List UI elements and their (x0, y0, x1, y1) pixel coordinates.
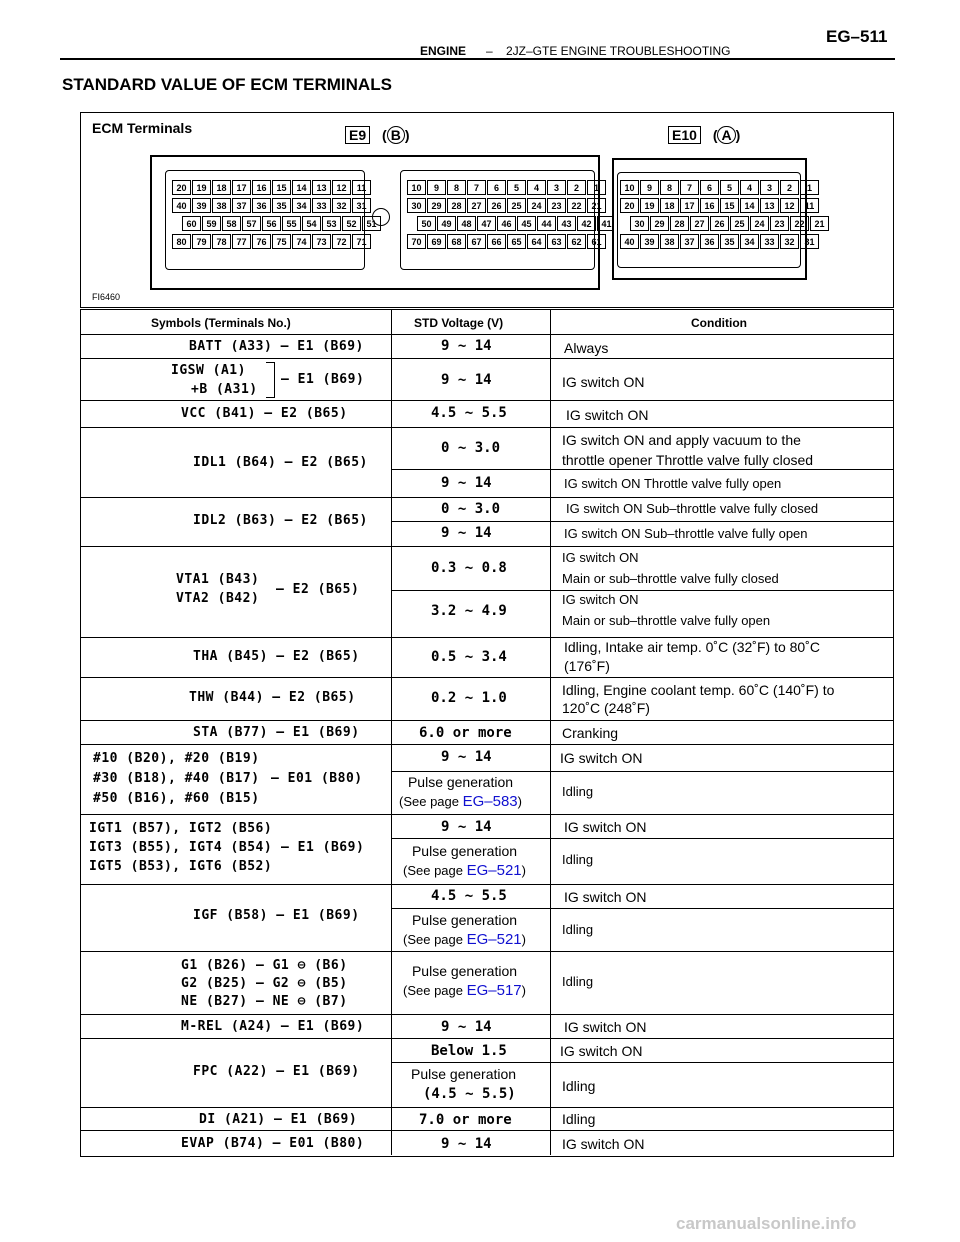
row-rule (81, 400, 893, 401)
terminal-pin: 23 (770, 216, 789, 231)
voltage-idl2-open: 9 ~ 14 (441, 525, 492, 541)
header-subtitle: 2JZ–GTE ENGINE TROUBLESHOOTING (506, 44, 731, 58)
terminal-pin: 7 (680, 180, 699, 195)
terminal-pin: 31 (352, 198, 371, 213)
terminal-pin: 19 (640, 198, 659, 213)
terminal-pin: 32 (780, 234, 799, 249)
pulse-label: Pulse generation (407, 774, 514, 790)
terminal-pin: 3 (547, 180, 566, 195)
condition-idl1-vac-2: throttle opener Throttle valve fully closed (562, 452, 814, 468)
terminal-pin: 2 (780, 180, 799, 195)
symbol-igsw-e1: – E1 (B69) (281, 372, 365, 387)
connector-b-label: E9 ( B ) (345, 127, 409, 143)
terminal-pin: 13 (760, 198, 779, 213)
terminal-pin: 8 (447, 180, 466, 195)
terminal-pin: 34 (740, 234, 759, 249)
terminal-pin: 80 (172, 234, 191, 249)
terminal-pin: 33 (760, 234, 779, 249)
condition-thw-1: Idling, Engine coolant temp. 60˚C (140˚F) to (562, 682, 835, 698)
terminal-pin: 43 (557, 216, 576, 231)
terminal-pin: 28 (670, 216, 689, 231)
pin-row (407, 180, 607, 195)
see-page-text: (See page (399, 794, 463, 809)
symbol-vta1: VTA1 (B43) (176, 572, 260, 587)
terminal-pin: 13 (312, 180, 331, 195)
terminal-pin: 12 (780, 198, 799, 213)
col-divider-2 (550, 310, 551, 1155)
voltage-fpc-idle: (4.5 ~ 5.5) (423, 1086, 516, 1102)
condition-di: Idling (562, 1111, 596, 1127)
condition-igt-idle: Idling (562, 852, 594, 867)
pin-row (407, 234, 607, 249)
symbol-igt-3: IGT5 (B53), IGT6 (B52) (89, 859, 273, 874)
symbol-di: DI (A21) – E1 (B69) (199, 1112, 358, 1127)
link-eg-583[interactable]: EG–583 (462, 793, 518, 810)
terminal-pin: 26 (710, 216, 729, 231)
voltage-vta-open: 3.2 ~ 4.9 (431, 603, 507, 619)
condition-thw-2: 120˚C (248˚F) (562, 700, 650, 716)
symbol-igt-1: IGT1 (B57), IGT2 (B56) (89, 821, 273, 836)
link-eg-521-igt[interactable]: EG–521 (466, 862, 522, 879)
voltage-idl2-closed: 0 ~ 3.0 (441, 501, 501, 517)
terminal-pin: 12 (332, 180, 351, 195)
symbol-plusb: +B (A31) (191, 382, 258, 397)
terminal-pin: 39 (192, 198, 211, 213)
voltage-idl1-open: 9 ~ 14 (441, 475, 492, 491)
row-rule (81, 720, 893, 721)
terminal-pin: 58 (222, 216, 241, 231)
terminal-pin: 73 (312, 234, 331, 249)
voltage-di: 7.0 or more (419, 1112, 512, 1128)
terminal-pin: 71 (352, 234, 371, 249)
terminal-pin: 79 (192, 234, 211, 249)
condition-sta: Cranking (562, 725, 619, 741)
terminal-pin: 18 (212, 180, 231, 195)
terminal-pin: 39 (640, 234, 659, 249)
pulse-fpc (411, 1064, 516, 1084)
terminal-pin: 35 (720, 234, 739, 249)
pulse-label: Pulse generation (411, 843, 518, 859)
terminal-pin: 11 (800, 198, 819, 213)
see-page-text: (See page (403, 983, 467, 998)
row-rule (81, 497, 893, 498)
condition-fpc-idle: Idling (562, 1078, 596, 1094)
pulse-injector (399, 772, 522, 812)
pin-row (172, 198, 372, 213)
terminal-pin: 18 (660, 198, 679, 213)
see-page-close: ) (521, 983, 526, 998)
condition-injector-on: IG switch ON (560, 750, 643, 766)
watermark: carmanualsonline.info (676, 1214, 857, 1233)
header-rule (60, 58, 895, 60)
terminal-pin: 44 (537, 216, 556, 231)
terminal-pin: 30 (407, 198, 426, 213)
terminal-pin: 70 (407, 234, 426, 249)
terminal-pin: 63 (547, 234, 566, 249)
page-number: EG–511 (826, 27, 888, 46)
symbol-igt-2: IGT3 (B55), IGT4 (B54) (89, 840, 273, 855)
figure-caption: ECM Terminals (92, 120, 193, 136)
row-rule (391, 1062, 893, 1063)
terminal-pin: 15 (720, 198, 739, 213)
terminal-pin: 52 (342, 216, 361, 231)
terminal-pin: 16 (252, 180, 271, 195)
terminal-pin: 20 (172, 180, 191, 195)
terminal-pin: 15 (272, 180, 291, 195)
terminal-pin: 77 (232, 234, 251, 249)
voltage-vta-closed: 0.3 ~ 0.8 (431, 560, 507, 576)
terminal-pin: 27 (690, 216, 709, 231)
row-rule (81, 814, 893, 815)
terminal-pin: 56 (262, 216, 281, 231)
header-section: ENGINE (420, 44, 467, 58)
terminal-pin: 46 (497, 216, 516, 231)
terminal-pin: 37 (680, 234, 699, 249)
pin-row (172, 216, 382, 231)
condition-idl1-open: IG switch ON Throttle valve fully open (564, 476, 782, 491)
pulse-label: Pulse generation (411, 963, 518, 979)
terminal-pin: 16 (700, 198, 719, 213)
terminal-pin: 21 (810, 216, 829, 231)
symbol-idl2: IDL2 (B63) – E2 (B65) (193, 513, 368, 528)
terminal-pin: 59 (202, 216, 221, 231)
symbol-igf: IGF (B58) – E1 (B69) (193, 908, 360, 923)
terminal-pin: 9 (640, 180, 659, 195)
terminal-pin: 26 (487, 198, 506, 213)
see-page-close: ) (521, 932, 526, 947)
terminal-pin: 33 (312, 198, 331, 213)
pin-row (620, 198, 820, 213)
connector-b-letter: B (387, 126, 405, 144)
row-rule (81, 427, 893, 428)
symbol-g1: G1 (B26) – G1 ⊖ (B6) (181, 958, 348, 973)
terminal-pin: 14 (292, 180, 311, 195)
terminal-pin: 28 (447, 198, 466, 213)
condition-tha-1: Idling, Intake air temp. 0˚C (32˚F) to 80˚C (564, 639, 820, 655)
terminal-pin: 66 (487, 234, 506, 249)
symbol-igt-e1: – E1 (B69) (281, 840, 365, 855)
row-rule (81, 546, 893, 547)
terminal-pin: 19 (192, 180, 211, 195)
terminal-pin: 4 (740, 180, 759, 195)
page-title: STANDARD VALUE OF ECM TERMINALS (62, 75, 392, 94)
row-rule (81, 1038, 893, 1039)
voltage-injector: 9 ~ 14 (441, 749, 492, 765)
terminal-pin: 23 (547, 198, 566, 213)
terminal-pin: 49 (437, 216, 456, 231)
symbol-injector-1: #10 (B20), #20 (B19) (93, 751, 260, 766)
condition-evap: IG switch ON (562, 1136, 645, 1152)
terminal-pin: 35 (272, 198, 291, 213)
terminal-pin: 51 (362, 216, 381, 231)
row-rule (81, 744, 893, 745)
condition-idl2-closed: IG switch ON Sub–throttle valve fully closed (566, 501, 819, 516)
terminal-pin: 24 (527, 198, 546, 213)
link-eg-517[interactable]: EG–517 (466, 982, 522, 999)
terminal-pin: 37 (232, 198, 251, 213)
symbol-g2: G2 (B25) – G2 ⊖ (B5) (181, 976, 348, 991)
pin-row (620, 234, 820, 249)
pulse-label: Pulse generation (411, 912, 518, 928)
voltage-igf: 4.5 ~ 5.5 (431, 888, 507, 904)
ecm-terminal-table (80, 309, 894, 1157)
voltage-igsw: 9 ~ 14 (441, 372, 492, 388)
pin-row (620, 180, 820, 195)
terminal-pin: 10 (620, 180, 639, 195)
condition-vta-open-1: IG switch ON (562, 592, 639, 607)
condition-mrel: IG switch ON (564, 1019, 647, 1035)
connector-a-code: E10 (668, 126, 701, 144)
pulse-label: Pulse generation (411, 1066, 517, 1082)
terminal-pin: 74 (292, 234, 311, 249)
see-page-close: ) (521, 863, 526, 878)
row-rule (81, 358, 893, 359)
terminal-pin: 64 (527, 234, 546, 249)
symbol-igsw: IGSW (A1) (171, 363, 246, 378)
pin-row (407, 216, 617, 231)
symbol-vta-e2: – E2 (B65) (276, 582, 360, 597)
voltage-vcc: 4.5 ~ 5.5 (431, 405, 507, 421)
terminal-pin: 3 (760, 180, 779, 195)
voltage-igt: 9 ~ 14 (441, 819, 492, 835)
row-rule (81, 334, 893, 335)
row-rule (81, 1107, 893, 1108)
connector-a-letter: A (717, 126, 735, 144)
terminal-pin: 31 (800, 234, 819, 249)
see-page-text: (See page (403, 932, 467, 947)
terminal-pin: 55 (282, 216, 301, 231)
pulse-igt (403, 841, 526, 881)
terminal-pin: 36 (700, 234, 719, 249)
bracket-icon (266, 362, 275, 398)
row-rule (81, 951, 893, 952)
condition-idl1-vac-1: IG switch ON and apply vacuum to the (562, 432, 801, 448)
row-rule (391, 908, 893, 909)
terminal-pin: 30 (630, 216, 649, 231)
row-rule (81, 677, 893, 678)
condition-igsw: IG switch ON (562, 374, 645, 390)
symbol-sta: STA (B77) – E1 (B69) (193, 725, 360, 740)
terminal-pin: 78 (212, 234, 231, 249)
pin-row (172, 234, 372, 249)
terminal-pin: 25 (507, 198, 526, 213)
figure-code: FI6460 (92, 292, 121, 302)
pulse-igf (403, 910, 526, 950)
terminal-pin: 61 (587, 234, 606, 249)
terminal-pin: 1 (587, 180, 606, 195)
symbol-idl1: IDL1 (B64) – E2 (B65) (193, 455, 368, 470)
condition-tha-2: (176˚F) (564, 658, 610, 674)
terminal-pin: 22 (790, 216, 809, 231)
terminal-pin: 69 (427, 234, 446, 249)
pin-row (620, 216, 830, 231)
row-rule (391, 838, 893, 839)
terminal-pin: 6 (487, 180, 506, 195)
symbol-fpc: FPC (A22) – E1 (B69) (193, 1064, 360, 1079)
voltage-idl1-closed: 0 ~ 3.0 (441, 440, 501, 456)
condition-igt-on: IG switch ON (564, 819, 647, 835)
terminal-pin: 9 (427, 180, 446, 195)
terminal-pin: 21 (587, 198, 606, 213)
terminal-pin: 14 (740, 198, 759, 213)
terminal-pin: 45 (517, 216, 536, 231)
symbol-injector-2: #30 (B18), #40 (B17) (93, 771, 260, 786)
condition-igf-on: IG switch ON (564, 889, 647, 905)
symbol-vta2: VTA2 (B42) (176, 591, 260, 606)
voltage-batt: 9 ~ 14 (441, 338, 492, 354)
condition-vta-closed-1: IG switch ON (562, 550, 639, 565)
condition-vta-open-2: Main or sub–throttle valve fully open (562, 613, 771, 628)
terminal-pin: 20 (620, 198, 639, 213)
voltage-evap: 9 ~ 14 (441, 1136, 492, 1152)
terminal-pin: 1 (800, 180, 819, 195)
terminal-pin (172, 216, 181, 231)
terminal-pin: 10 (407, 180, 426, 195)
terminal-pin: 76 (252, 234, 271, 249)
terminal-pin: 7 (467, 180, 486, 195)
symbol-vcc: VCC (B41) – E2 (B65) (181, 406, 348, 421)
row-rule (81, 1014, 893, 1015)
terminal-pin: 50 (417, 216, 436, 231)
connector-a-label: E10 ( A ) (668, 127, 740, 143)
terminal-pin: 42 (577, 216, 596, 231)
voltage-fpc-on: Below 1.5 (431, 1043, 507, 1059)
terminal-pin: 72 (332, 234, 351, 249)
row-rule (81, 1130, 893, 1131)
terminal-pin: 40 (172, 198, 191, 213)
see-page-close: ) (517, 794, 522, 809)
terminal-pin: 38 (212, 198, 231, 213)
symbol-tha: THA (B45) – E2 (B65) (193, 649, 360, 664)
terminal-pin: 38 (660, 234, 679, 249)
terminal-pin: 54 (302, 216, 321, 231)
col-divider-1 (391, 310, 392, 1155)
terminal-pin: 8 (660, 180, 679, 195)
terminal-pin: 29 (427, 198, 446, 213)
condition-igf-idle: Idling (562, 922, 594, 937)
terminal-pin: 34 (292, 198, 311, 213)
pin-row (172, 180, 372, 195)
terminal-pin: 48 (457, 216, 476, 231)
terminal-pin: 53 (322, 216, 341, 231)
terminal-pin: 27 (467, 198, 486, 213)
terminal-pin: 2 (567, 180, 586, 195)
symbol-thw: THW (B44) – E2 (B65) (189, 690, 356, 705)
terminal-pin: 57 (242, 216, 261, 231)
symbol-mrel: M-REL (A24) – E1 (B69) (181, 1019, 365, 1034)
terminal-pin: 32 (332, 198, 351, 213)
terminal-pin: 17 (232, 180, 251, 195)
voltage-mrel: 9 ~ 14 (441, 1019, 492, 1035)
link-eg-521-igf[interactable]: EG–521 (466, 931, 522, 948)
terminal-pin: 17 (680, 198, 699, 213)
connector-b-code: E9 (345, 126, 370, 144)
terminal-pin: 67 (467, 234, 486, 249)
terminal-pin: 68 (447, 234, 466, 249)
terminal-pin: 41 (597, 216, 616, 231)
terminal-pin: 62 (567, 234, 586, 249)
terminal-pin: 65 (507, 234, 526, 249)
condition-vta-closed-2: Main or sub–throttle valve fully closed (562, 571, 779, 586)
symbol-ne: NE (B27) – NE ⊖ (B7) (181, 994, 348, 1009)
row-rule (391, 521, 893, 522)
terminal-pin (407, 216, 416, 231)
terminal-pin: 40 (620, 234, 639, 249)
terminal-pin: 24 (750, 216, 769, 231)
header-symbols: Symbols (Terminals No.) (151, 316, 291, 330)
voltage-sta: 6.0 or more (419, 725, 512, 741)
condition-g-ne-idle: Idling (562, 974, 594, 989)
pulse-g1-g2-ne (403, 961, 526, 1001)
row-rule (81, 884, 893, 885)
terminal-pin: 29 (650, 216, 669, 231)
terminal-pin: 25 (730, 216, 749, 231)
terminal-pin: 22 (567, 198, 586, 213)
voltage-thw: 0.2 ~ 1.0 (431, 690, 507, 706)
pin-row (407, 198, 607, 213)
terminal-pin: 4 (527, 180, 546, 195)
condition-vcc: IG switch ON (566, 407, 649, 423)
terminal-pin: 5 (507, 180, 526, 195)
header-condition: Condition (691, 316, 747, 330)
header-dash: – (486, 44, 493, 58)
terminal-pin: 36 (252, 198, 271, 213)
see-page-text: (See page (403, 863, 467, 878)
condition-injector-idle: Idling (562, 784, 594, 799)
header-voltage: STD Voltage (V) (414, 316, 504, 330)
symbol-injector-e01: – E01 (B80) (271, 771, 363, 786)
terminal-pin: 5 (720, 180, 739, 195)
terminal-pin: 6 (700, 180, 719, 195)
condition-fpc-on: IG switch ON (560, 1043, 643, 1059)
terminal-pin: 60 (182, 216, 201, 231)
terminal-pin (620, 216, 629, 231)
symbol-injector-3: #50 (B16), #60 (B15) (93, 791, 260, 806)
terminal-pin: 47 (477, 216, 496, 231)
terminal-pin: 75 (272, 234, 291, 249)
condition-always: Always (564, 340, 609, 356)
symbol-evap: EVAP (B74) – E01 (B80) (181, 1136, 365, 1151)
symbol-batt: BATT (A33) – E1 (B69) (189, 339, 364, 354)
voltage-tha: 0.5 ~ 3.4 (431, 649, 507, 665)
row-rule (391, 590, 893, 591)
condition-idl2-open: IG switch ON Sub–throttle valve fully open (564, 526, 808, 541)
terminal-pin: 11 (352, 180, 371, 195)
